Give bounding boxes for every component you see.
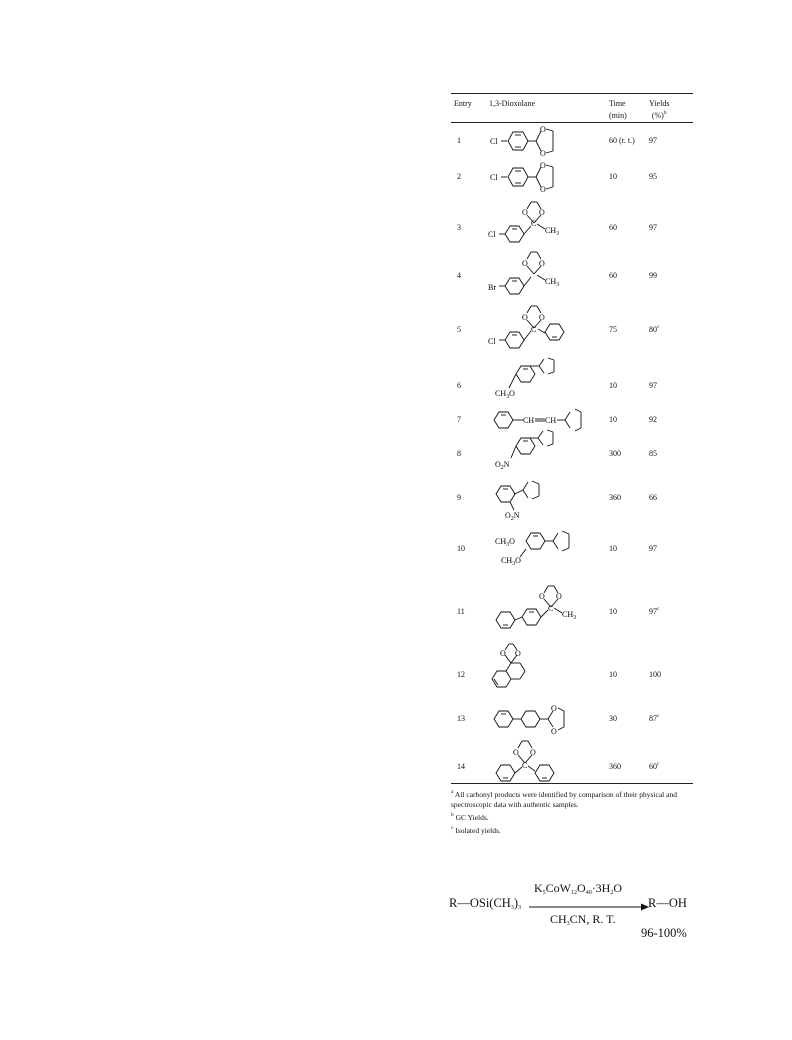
yield-value <box>649 714 659 724</box>
methyl-label: $CH_3$ <box>545 277 560 288</box>
entry-number: 3 <box>457 223 461 232</box>
yield-value <box>649 325 659 335</box>
yield-number: 60 <box>649 762 657 771</box>
time-value: 75 <box>609 325 617 334</box>
structure-drawing <box>481 358 591 408</box>
table-row <box>451 208 693 239</box>
table-row <box>451 313 693 346</box>
yield-value <box>649 415 657 425</box>
yield-value <box>649 607 659 617</box>
structure-drawing <box>481 478 591 528</box>
entry-number: 1 <box>457 136 461 145</box>
o-label: O <box>530 748 536 757</box>
yield-number: 85 <box>649 449 657 458</box>
table-row <box>451 449 693 471</box>
structure-drawing <box>481 300 591 350</box>
time-value: 360 <box>609 493 621 502</box>
yield-number: 97 <box>649 544 657 553</box>
table-top-rule <box>451 93 693 94</box>
header-entry: Entry <box>454 99 472 108</box>
yield-value <box>649 762 659 772</box>
o-label: O <box>539 259 545 268</box>
structure-drawing <box>481 155 591 199</box>
o-label: O <box>522 313 528 322</box>
yield-number: 97 <box>649 136 657 145</box>
reaction-arrow <box>529 903 649 911</box>
footnote-c-text: Isolated yields. <box>455 826 501 835</box>
product: R—OH <box>648 896 687 910</box>
table-row <box>451 537 693 567</box>
time-value: 10 <box>609 544 617 553</box>
yield-sup: c <box>657 606 660 612</box>
yield-number: 92 <box>649 415 657 424</box>
table-row <box>451 704 693 736</box>
header-yields-sup: b <box>663 110 667 116</box>
table-row <box>451 748 693 771</box>
time-value: 60 <box>609 223 617 232</box>
entry-number: 13 <box>457 714 465 723</box>
yield-number: 87 <box>649 714 657 723</box>
o-label: O <box>540 185 546 194</box>
header-yields-line1: Yields <box>649 99 670 108</box>
time-value: 10 <box>609 381 617 390</box>
time-value: 10 <box>609 670 617 679</box>
methoxy-label: $CH_3O$ <box>501 556 521 567</box>
reaction-yield: 96-100% <box>641 926 687 940</box>
structure-drawing <box>481 643 591 695</box>
table-row <box>451 381 693 400</box>
o-label: O <box>522 208 528 217</box>
o-label: O <box>513 748 519 757</box>
table-row <box>451 259 693 292</box>
time-value: 60 (r. t.) <box>609 136 635 145</box>
yield-number: 97 <box>649 381 657 390</box>
header-dioxolane: 1,3-Dioxolane <box>489 99 535 108</box>
entry-number: 12 <box>457 670 465 679</box>
structure-drawing <box>481 432 591 482</box>
yield-sup: c <box>657 761 660 767</box>
footnote-a-text: All carbonyl products were identified by comparison of their physical and spectroscopic data with authentic samples. <box>451 790 677 809</box>
o-label: O <box>500 649 506 658</box>
o-label: O <box>539 313 545 322</box>
yield-value <box>649 136 657 146</box>
methyl-label: $CH_3$ <box>562 610 577 621</box>
conditions: $CH_3CN$, R. T. <box>550 912 616 927</box>
yield-value <box>649 544 657 554</box>
footnote-a-marker: a <box>451 789 454 795</box>
entry-number: 7 <box>457 415 461 424</box>
yield-number: 97 <box>649 607 657 616</box>
yield-number: 97 <box>649 223 657 232</box>
o-label: O <box>515 649 521 658</box>
reaction-scheme <box>449 880 709 950</box>
entry-number: 4 <box>457 271 461 280</box>
entry-number: 8 <box>457 449 461 458</box>
structure-drawing <box>481 735 591 785</box>
footnote-b-text: GC Yields. <box>455 813 489 822</box>
yield-value <box>649 449 657 459</box>
methoxy-label: $CH_3O$ <box>495 389 515 400</box>
time-value: 30 <box>609 714 617 723</box>
cl-label: Cl <box>490 173 498 182</box>
o-label: O <box>551 727 557 736</box>
footnote-c-marker: c <box>451 825 454 831</box>
header-yields <box>649 98 669 122</box>
header-time-line1: Time <box>609 99 626 108</box>
header-time <box>609 98 627 122</box>
time-value: 300 <box>609 449 621 458</box>
reactant: $R—OSi(CH_3)_3$ <box>449 896 521 911</box>
header-time-line2: (min) <box>609 111 627 120</box>
cl-label: Cl <box>488 230 496 239</box>
entry-number: 9 <box>457 493 461 502</box>
o-label: O <box>540 149 546 158</box>
methoxy-label: $CH_3O$ <box>495 537 515 548</box>
structure-drawing <box>481 701 601 737</box>
footnote-b-marker: b <box>451 812 454 818</box>
entry-number: 10 <box>457 544 465 553</box>
ch-label: CH <box>545 416 557 425</box>
entry-number: 11 <box>457 607 465 616</box>
yield-sup: c <box>657 713 660 719</box>
table-footnotes <box>451 790 696 839</box>
footnote-b <box>451 813 696 823</box>
yield-number: 95 <box>649 172 657 181</box>
c-label: C <box>522 761 528 770</box>
yield-value <box>649 381 657 391</box>
cl-label: Cl <box>490 137 498 146</box>
o-label: O <box>540 161 546 170</box>
table-row <box>451 415 693 425</box>
table-row <box>451 493 693 522</box>
footnote-a <box>451 790 696 810</box>
c-label: C <box>531 325 537 334</box>
cl-label: Cl <box>488 337 496 346</box>
time-value: 10 <box>609 172 617 181</box>
entry-number: 6 <box>457 381 461 390</box>
o-label: O <box>539 592 545 601</box>
yield-value <box>649 223 657 233</box>
table-row <box>451 649 693 679</box>
footnote-c <box>451 826 696 836</box>
yield-sup: c <box>657 324 660 330</box>
yield-value <box>649 493 657 503</box>
table-row <box>451 592 693 621</box>
o-label: O <box>551 704 557 713</box>
table-row <box>451 161 693 194</box>
reagent: $K_5CoW_{12}O_{40}\cdot 3H_2O$ <box>534 881 623 896</box>
methyl-label: $CH_3$ <box>545 226 560 237</box>
structure-drawing <box>481 529 601 579</box>
entry-number: 5 <box>457 325 461 334</box>
ch-label: CH <box>523 416 535 425</box>
table-bottom-rule <box>451 783 693 784</box>
c-label: C <box>548 604 554 613</box>
structure-drawing <box>481 196 591 246</box>
yield-number: 99 <box>649 271 657 280</box>
time-value: 10 <box>609 607 617 616</box>
c-label: C <box>531 219 537 228</box>
table-row <box>451 125 693 158</box>
time-value: 360 <box>609 762 621 771</box>
structure-drawing <box>481 584 611 636</box>
o-label: O <box>556 592 562 601</box>
o-label: O <box>539 208 545 217</box>
yield-value <box>649 271 657 281</box>
header-yields-line2: (%) <box>651 111 664 120</box>
nitro-label: $O_2N$ <box>505 511 520 522</box>
yield-number: 66 <box>649 493 657 502</box>
br-label: Br <box>488 283 496 292</box>
entry-number: 14 <box>457 762 465 771</box>
yield-value <box>649 172 657 182</box>
structure-drawing <box>481 246 591 296</box>
yield-number: 80 <box>649 325 657 334</box>
o-label: O <box>540 125 546 134</box>
nitro-label: $O_2N$ <box>495 460 510 471</box>
time-value: 10 <box>609 415 617 424</box>
yield-value <box>649 670 661 680</box>
o-label: O <box>522 259 528 268</box>
yield-number: 100 <box>649 670 661 679</box>
time-value: 60 <box>609 271 617 280</box>
entry-number: 2 <box>457 172 461 181</box>
